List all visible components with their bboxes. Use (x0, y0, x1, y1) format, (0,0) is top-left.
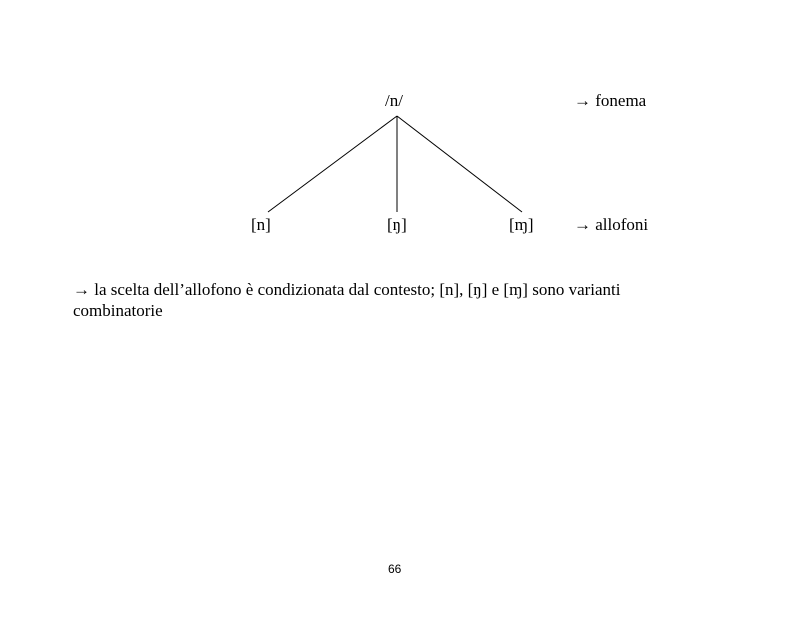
explanatory-text-line-1: → la scelta dell’allofono è condizionata dal contesto; [n], [ŋ] e [ɱ] sono varianti (73, 280, 621, 299)
allophone-label-n: [n] (251, 215, 271, 234)
branch-left (268, 116, 397, 212)
phoneme-label: /n/ (385, 91, 403, 110)
fonema-note: → fonema (574, 91, 647, 110)
page-number: 66 (388, 562, 402, 576)
branch-right (397, 116, 522, 212)
explanatory-text-line-2: combinatorie (73, 301, 163, 320)
allofoni-note: → allofoni (574, 215, 649, 234)
explanatory-text (73, 279, 713, 321)
allophone-label-m-hook: [ɱ] (509, 215, 534, 234)
allophone-label-eng: [ŋ] (387, 215, 407, 234)
